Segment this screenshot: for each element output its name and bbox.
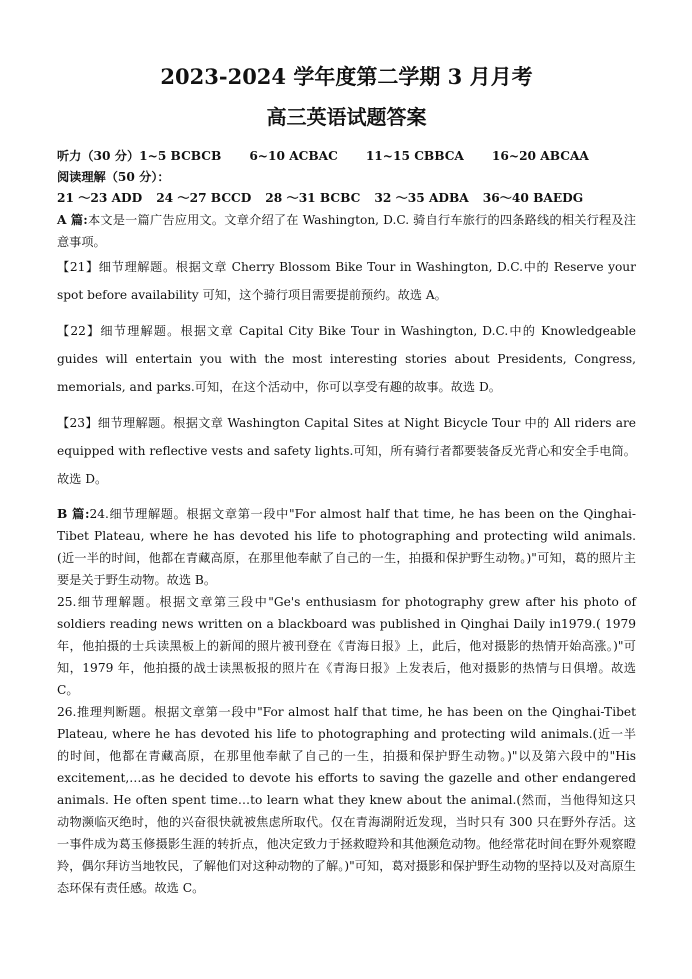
listening-answers [57,146,636,167]
passage-b-label: B 篇: [57,507,90,521]
explanation-23: 【23】细节理解题。根据文章 Washington Capital Sites at Night Bicycle Tour 中的 All riders are equipped with reflective vests and safety lights.可知，所有骑行者都要装备反光背心和安全手电筒。故选 D。 [57,416,636,486]
explanation-24: B 篇:24.细节理解题。根据文章第一段中"For almost half that time, he has been on the Qinghai-Tibet Plateau, where he has devoted his life to photographing and protecting wild animals.(近一半的时间，他都在青藏高原，在那里他奉献了自己的一生，拍摄和保护野生动物。)"可知，葛的照片主要是关于野生动物。故选 B。 [57,507,636,587]
reading-answers [57,188,636,209]
explanation-21: 【21】细节理解题。根据文章 Cherry Blossom Bike Tour in Washington, D.C.中的 Reserve your spot before availability 可知，这个骑行项目需要提前预约。故选 A。 [57,260,636,302]
page-title: 2023-2024 学年度第二学期 3 月月考 [160,64,533,89]
explanation-25: 25.细节理解题。根据文章第三段中"Ge's enthusiasm for photography grew after his photo of soldiers reading news written on a blackboard was published in Qinghai Daily in1979.( 1979 年，他拍摄的士兵读黑板上的新闻的照片被刊登在《青海日报》上，此后，他对摄影的热情开始高涨。)"可知，1979 年，他拍摄的战士读黑板报的照片在《青海日报》上发表后，他对摄影的热情与日俱增。故选 C。 [57,595,636,697]
reading-answer: 24 ～27 BCCD [156,191,252,205]
listening-answer: 11~15 CBBCA [365,149,464,163]
listening-answer: 16~20 ABCAA [491,149,589,163]
reading-answer: 32 ～35 ADBA [374,191,469,205]
page-subtitle: 高三英语试题答案 [266,105,427,129]
listening-answer: 1~5 BCBCB [139,149,222,163]
reading-answer: 36～40 BAEDG [482,191,584,205]
reading-label: 阅读理解（50 分）： [57,170,170,184]
listening-label: 听力（30 分） [57,149,140,163]
reading-answer: 28 ～31 BCBC [265,191,361,205]
passage-a-label: A 篇: [57,213,88,227]
reading-answer: 21 ～23 ADD [57,191,143,205]
explanation-26: 26.推理判断题。根据文章第一段中"For almost half that time, he has been on the Qinghai-Tibet Plateau, where he has devoted his life to photographing and protecting wild animals.(近一半的时间，他都在青藏高原，在那里他奉献了自己的一生，拍摄和保护野生动物。)"以及第六段中的"His excitement,…as he decided to devote his efforts to saving the gazelle and other endangered animals. He often spent time…to learn what they knew about the animal.(然而，当他得知这只动物濒临灭绝时，他的兴奋很快就被焦虑所取代。仅在青海湖附近发现，当时只有 300 只在野外存活。这一事件成为葛玉修摄影生涯的转折点，他决定致力于拯救瞪羚和其他濒危动物。他经常花时间在野外观察瞪羚，偶尔拜访当地牧民，了解他们对这种动物的了解。)"可知，葛对摄影和保护野生动物的坚持以及对高原生态环保有责任感。故选 C。 [57,705,636,895]
listening-answer: 6~10 ACBAC [249,149,338,163]
explanation-22: 【22】细节理解题。根据文章 Capital City Bike Tour in Washington, D.C.中的 Knowledgeable guides will entertain you with the most interesting stories about Presidents, Congress, memorials, and parks.可知，在这个活动中，你可以享受有趣的故事。故选 D。 [57,324,636,394]
passage-a-intro: A 篇:本文是一篇广告应用文。文章介绍了在 Washington, D.C. 骑自行车旅行的四条路线的相关行程及注意事项。 [57,213,636,249]
